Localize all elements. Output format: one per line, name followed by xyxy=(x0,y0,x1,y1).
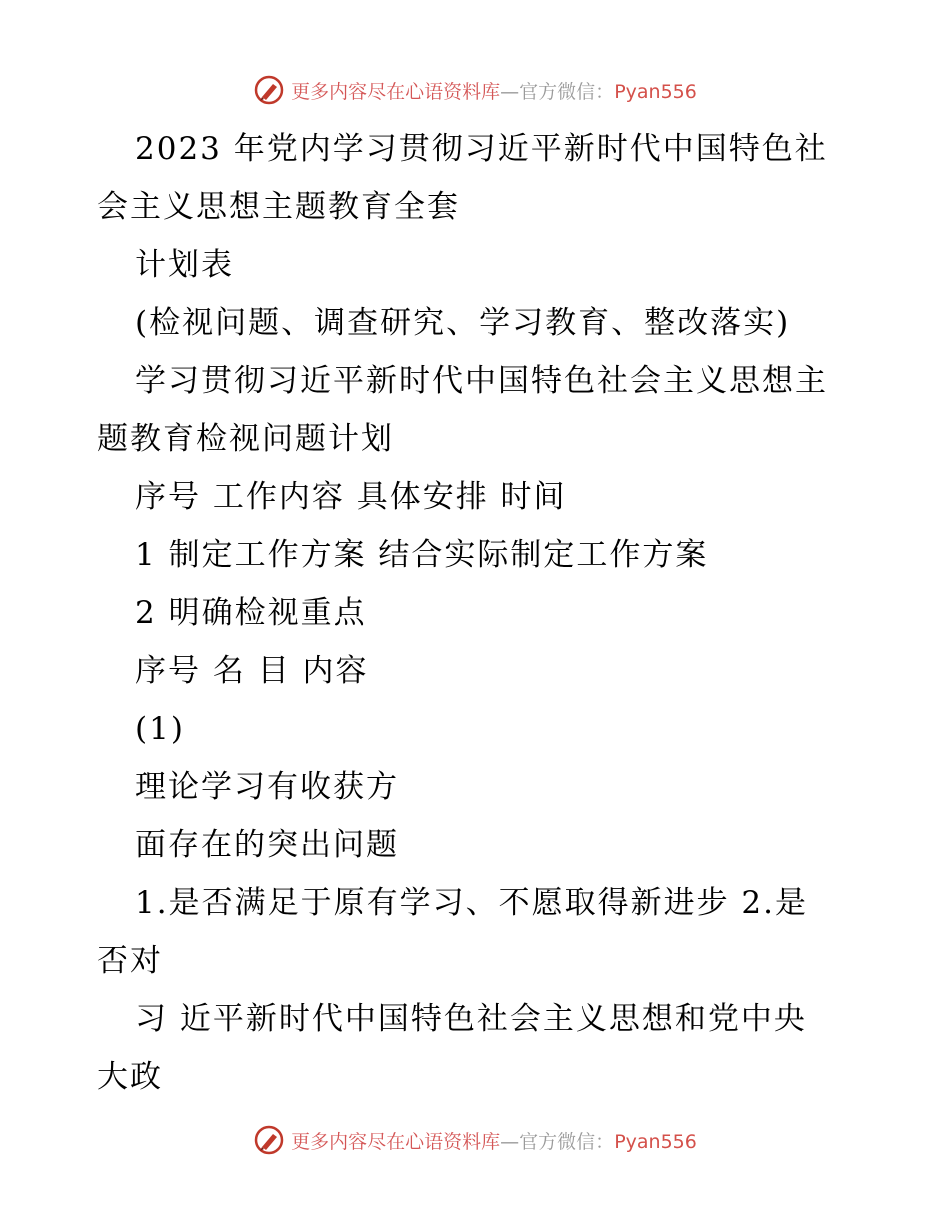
text-line: (1) xyxy=(135,711,185,747)
pen-logo-icon xyxy=(253,1124,285,1156)
text-line: 题教育检视问题计划 xyxy=(97,421,394,457)
text-line: 学习贯彻习近平新时代中国特色社会主义思想主 xyxy=(135,363,828,399)
text-line: 序号 名 目 内容 xyxy=(135,653,369,689)
watermark-footer xyxy=(0,1120,950,1160)
watermark-text xyxy=(291,1127,697,1154)
watermark-wechat-id: Pyan556 xyxy=(614,1130,697,1153)
text-line: 2 明确检视重点 xyxy=(135,595,367,631)
watermark-header xyxy=(0,70,950,110)
document-body xyxy=(97,120,857,1106)
watermark-wechat-label: 官方微信： xyxy=(519,80,615,103)
text-line: 面存在的突出问题 xyxy=(135,827,399,863)
text-line: 1 制定工作方案 结合实际制定工作方案 xyxy=(135,537,709,573)
pen-logo-icon xyxy=(253,74,285,106)
watermark-wechat-label: 官方微信： xyxy=(519,1130,615,1153)
watermark-text xyxy=(291,77,697,104)
text-line: 大政 xyxy=(97,1059,163,1095)
text-line: 序号 工作内容 具体安排 时间 xyxy=(135,479,567,515)
text-line: 1.是否满足于原有学习、不愿取得新进步 2.是 xyxy=(135,885,809,921)
text-line: 习 近平新时代中国特色社会主义思想和党中央 xyxy=(135,1001,807,1037)
text-line: (检视问题、调查研究、学习教育、整改落实) xyxy=(135,305,791,341)
text-line: 会主义思想主题教育全套 xyxy=(97,189,460,225)
text-line: 理论学习有收获方 xyxy=(135,769,399,805)
watermark-brand: 更多内容尽在心语资料库 xyxy=(291,1130,501,1153)
text-line: 计划表 xyxy=(135,247,234,283)
watermark-brand: 更多内容尽在心语资料库 xyxy=(291,80,501,103)
text-line: 否对 xyxy=(97,943,163,979)
text-line: 2023 年党内学习贯彻习近平新时代中国特色社 xyxy=(135,131,828,167)
watermark-dash: — xyxy=(500,1130,520,1153)
watermark-dash: — xyxy=(500,80,520,103)
watermark-wechat-id: Pyan556 xyxy=(614,80,697,103)
